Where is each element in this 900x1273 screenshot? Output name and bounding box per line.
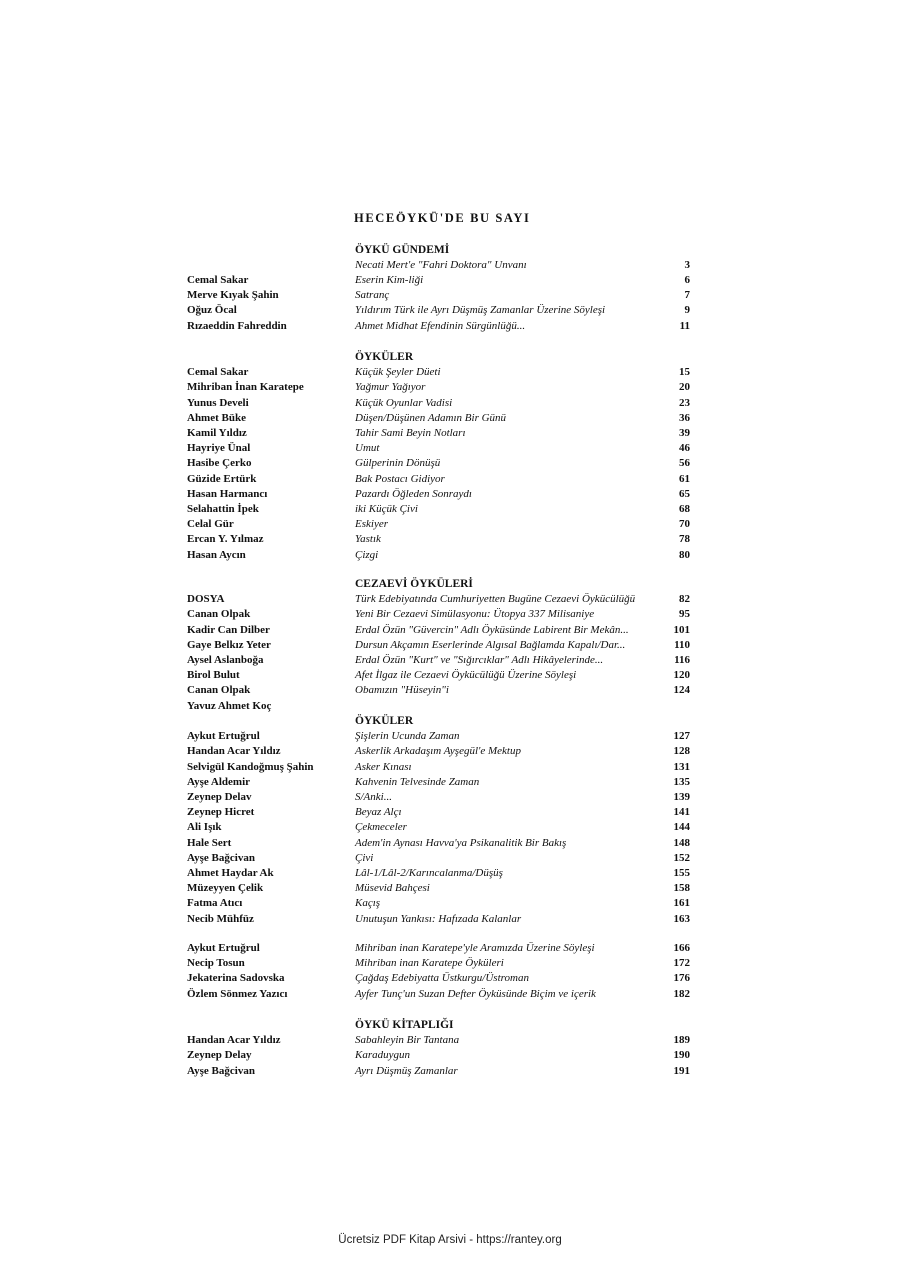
toc-entry bbox=[0, 971, 900, 986]
author-name: Kadir Can Dilber bbox=[187, 624, 270, 636]
toc-entry bbox=[0, 365, 900, 380]
story-title: Yastık bbox=[355, 533, 381, 545]
author-name: Hasibe Çerko bbox=[187, 457, 252, 469]
toc-entry bbox=[0, 380, 900, 395]
author-name: Hale Sert bbox=[187, 837, 232, 849]
page-number: 172 bbox=[673, 957, 690, 969]
page-number: 11 bbox=[679, 320, 690, 332]
author-name: Aykut Ertuğrul bbox=[187, 942, 260, 954]
author-name: Hasan Aycın bbox=[187, 549, 246, 561]
story-title: Bak Postacı Gidiyor bbox=[355, 473, 445, 485]
author-name: Ahmet Haydar Ak bbox=[187, 867, 274, 879]
story-title: Tahir Sami Beyin Notları bbox=[355, 427, 466, 439]
story-title: Beyaz Alçı bbox=[355, 806, 402, 818]
page-number: 139 bbox=[673, 791, 690, 803]
author-name: DOSYA bbox=[187, 593, 225, 605]
toc-entry bbox=[0, 653, 900, 668]
page-number: 135 bbox=[673, 776, 690, 788]
story-title: Askerlik Arkadaşım Ayşegül'e Mektup bbox=[355, 745, 521, 757]
story-title: Çizgi bbox=[355, 549, 379, 561]
page-number: 95 bbox=[679, 608, 690, 620]
story-title: Türk Edebiyatında Cumhuriyetten Bugüne Cezaevi Öykücülüğü bbox=[355, 593, 636, 605]
author-name: Ahmet Büke bbox=[187, 412, 246, 424]
page-number: 152 bbox=[673, 852, 690, 864]
toc-entry bbox=[0, 836, 900, 851]
toc-entry bbox=[0, 790, 900, 805]
author-name: Ali Işık bbox=[187, 821, 222, 833]
author-name: Ayşe Bağcivan bbox=[187, 852, 255, 864]
story-title: Eserin Kim-liği bbox=[355, 274, 424, 286]
page-number: 7 bbox=[684, 289, 690, 301]
story-title: Karaduygun bbox=[355, 1049, 410, 1061]
story-title: Umut bbox=[355, 442, 380, 454]
toc-entry bbox=[0, 866, 900, 881]
story-title: Düşen/Düşünen Adamın Bir Günü bbox=[355, 412, 507, 424]
page-number: 116 bbox=[674, 654, 690, 666]
page-number: 78 bbox=[679, 533, 690, 545]
author-name: Aykut Ertuğrul bbox=[187, 730, 260, 742]
page-number: 163 bbox=[673, 913, 690, 925]
toc-entry bbox=[0, 1033, 900, 1048]
story-title: Kaçış bbox=[355, 897, 381, 909]
author-name: Yavuz Ahmet Koç bbox=[187, 700, 272, 712]
page-number: 56 bbox=[679, 457, 690, 469]
story-title: Obamızın "Hüseyin"i bbox=[355, 684, 449, 696]
section-heading-text: CEZAEVİ ÖYKÜLERİ bbox=[355, 578, 473, 590]
story-title: Satranç bbox=[355, 289, 390, 301]
story-title: S/Anki... bbox=[355, 791, 392, 803]
toc-entry bbox=[0, 456, 900, 471]
author-name: Merve Kıyak Şahin bbox=[187, 289, 279, 301]
story-title: Müsevid Bahçesi bbox=[355, 882, 430, 894]
story-title: Yeni Bir Cezaevi Simülasyonu: Ütopya 337 Milisaniye bbox=[355, 608, 595, 620]
author-name: Oğuz Öcal bbox=[187, 304, 237, 316]
toc-entry bbox=[0, 775, 900, 790]
toc-entry bbox=[0, 502, 900, 517]
toc-entry bbox=[0, 441, 900, 456]
toc-entry bbox=[0, 668, 900, 683]
story-title: Unutuşun Yankısı: Hafızada Kalanlar bbox=[355, 913, 522, 925]
toc-entry bbox=[0, 607, 900, 622]
author-name: Cemal Sakar bbox=[187, 274, 249, 286]
section-heading bbox=[0, 714, 900, 729]
page-number: 191 bbox=[673, 1065, 690, 1077]
toc-entry bbox=[0, 532, 900, 547]
page-number: 39 bbox=[679, 427, 690, 439]
author-name: Celal Gür bbox=[187, 518, 234, 530]
story-title: Dursun Akçamın Eserlerinde Algısal Bağlamda Kapalı/Dar... bbox=[355, 639, 626, 651]
page-number: 176 bbox=[673, 972, 690, 984]
toc-entry bbox=[0, 472, 900, 487]
section-heading-text: ÖYKÜ KİTAPLIĞI bbox=[355, 1019, 454, 1031]
page-number: 9 bbox=[684, 304, 690, 316]
story-title: Afet İlgaz ile Cezaevi Öykücülüğü Üzerine Söyleşi bbox=[355, 669, 577, 681]
author-name: Güzide Ertürk bbox=[187, 473, 257, 485]
toc-entry bbox=[0, 744, 900, 759]
toc-entry bbox=[0, 1064, 900, 1079]
story-title: Mihriban inan Karatepe Öyküleri bbox=[355, 957, 504, 969]
section-heading-text: ÖYKÜLER bbox=[355, 715, 414, 727]
author-name: Ayşe Bağcivan bbox=[187, 1065, 255, 1077]
toc-entry bbox=[0, 258, 900, 273]
author-name: Mihriban İnan Karatepe bbox=[187, 381, 304, 393]
page-number: 20 bbox=[679, 381, 690, 393]
toc-entry bbox=[0, 517, 900, 532]
page-number: 189 bbox=[673, 1034, 690, 1046]
toc-entry bbox=[0, 729, 900, 744]
toc-entry bbox=[0, 487, 900, 502]
author-name: Canan Olpak bbox=[187, 684, 251, 696]
story-title: Adem'in Aynası Havva'ya Psikanalitik Bir Bakış bbox=[355, 837, 567, 849]
toc-entry bbox=[0, 760, 900, 775]
story-title: Kahvenin Telvesinde Zaman bbox=[355, 776, 480, 788]
author-name: Selahattin İpek bbox=[187, 503, 259, 515]
footer-note: Ücretsiz PDF Kitap Arsivi - https://rantey.org bbox=[338, 1234, 562, 1246]
page-number: 158 bbox=[673, 882, 690, 894]
toc-entry bbox=[0, 548, 900, 563]
story-title: Şişlerin Ucunda Zaman bbox=[355, 730, 460, 742]
page-number: 65 bbox=[679, 488, 690, 500]
story-title: Küçük Şeyler Düeti bbox=[355, 366, 441, 378]
page-number: 70 bbox=[679, 518, 690, 530]
toc-entry bbox=[0, 273, 900, 288]
toc-entry bbox=[0, 288, 900, 303]
story-title: Ayfer Tunç'un Suzan Defter Öyküsünde Biçim ve içerik bbox=[355, 988, 596, 1000]
story-title: Ahmet Midhat Efendinin Sürgünlüğü... bbox=[355, 320, 526, 332]
section-heading-text: ÖYKÜLER bbox=[355, 351, 414, 363]
story-title: Çekmeceler bbox=[355, 821, 407, 833]
page-number: 124 bbox=[673, 684, 690, 696]
toc-entry bbox=[0, 426, 900, 441]
page-title: HECEÖYKÜ'DE BU SAYI bbox=[354, 211, 531, 225]
page-number: 155 bbox=[673, 867, 690, 879]
page-number: 190 bbox=[673, 1049, 690, 1061]
story-title: Pazardı Öğleden Sonraydı bbox=[355, 488, 472, 500]
toc-entry bbox=[0, 987, 900, 1002]
page-number: 68 bbox=[679, 503, 690, 515]
page-number: 141 bbox=[673, 806, 690, 818]
page-number: 46 bbox=[679, 442, 690, 454]
section-heading bbox=[0, 350, 900, 365]
page-number: 110 bbox=[674, 639, 690, 651]
author-name: Canan Olpak bbox=[187, 608, 251, 620]
story-title: Yıldırım Türk ile Ayrı Düşmüş Zamanlar Üzerine Söyleşi bbox=[355, 304, 606, 316]
section-heading bbox=[0, 577, 900, 592]
author-name: Zeynep Delav bbox=[187, 791, 252, 803]
toc-entry bbox=[0, 820, 900, 835]
section-heading bbox=[0, 243, 900, 258]
toc-entry bbox=[0, 699, 900, 714]
page-number: 82 bbox=[679, 593, 690, 605]
toc-entry bbox=[0, 411, 900, 426]
section-heading bbox=[0, 1018, 900, 1033]
page-number: 131 bbox=[673, 761, 690, 773]
page-number: 120 bbox=[673, 669, 690, 681]
story-title: Necati Mert'e "Fahri Doktora" Unvanı bbox=[355, 259, 527, 271]
story-title: Gülperinin Dönüşü bbox=[355, 457, 441, 469]
story-title: Yağmur Yağıyor bbox=[355, 381, 426, 393]
toc-entry bbox=[0, 805, 900, 820]
story-title: Mihriban inan Karatepe'yle Aramızda Üzerine Söyleşi bbox=[355, 942, 595, 954]
toc-entry bbox=[0, 638, 900, 653]
author-name: Necib Mühfüz bbox=[187, 913, 254, 925]
page-number: 166 bbox=[673, 942, 690, 954]
page-number: 128 bbox=[673, 745, 690, 757]
toc-entry bbox=[0, 592, 900, 607]
author-name: Birol Bulut bbox=[187, 669, 240, 681]
story-title: Erdal Özün "Kurt" ve "Sığırcıklar" Adlı Hikâyelerinde... bbox=[355, 654, 604, 666]
author-name: Zeynep Delay bbox=[187, 1049, 252, 1061]
page-number: 144 bbox=[673, 821, 690, 833]
author-name: Ercan Y. Yılmaz bbox=[187, 533, 264, 545]
page-number: 161 bbox=[673, 897, 690, 909]
author-name: Fatma Atıcı bbox=[187, 897, 243, 909]
author-name: Handan Acar Yıldız bbox=[187, 1034, 281, 1046]
toc-entry bbox=[0, 623, 900, 638]
author-name: Handan Acar Yıldız bbox=[187, 745, 281, 757]
toc-entry bbox=[0, 303, 900, 318]
page-number: 80 bbox=[679, 549, 690, 561]
story-title: Erdal Özün "Güvercin" Adlı Öyküsünde Labirent Bir Mekân... bbox=[355, 624, 629, 636]
toc-entry bbox=[0, 881, 900, 896]
author-name: Cemal Sakar bbox=[187, 366, 249, 378]
author-name: Gaye Belkız Yeter bbox=[187, 639, 271, 651]
toc-entry bbox=[0, 956, 900, 971]
author-name: Özlem Sönmez Yazıcı bbox=[187, 988, 288, 1000]
author-name: Zeynep Hicret bbox=[187, 806, 255, 818]
toc-entry bbox=[0, 851, 900, 866]
toc-entry bbox=[0, 683, 900, 698]
page-number: 15 bbox=[679, 366, 690, 378]
toc-entry bbox=[0, 912, 900, 927]
story-title: Lâl-1/Lâl-2/Karıncalanma/Düşüş bbox=[355, 867, 503, 879]
section-heading-text: ÖYKÜ GÜNDEMİ bbox=[355, 244, 450, 256]
author-name: Yunus Develi bbox=[187, 397, 249, 409]
page-number: 6 bbox=[684, 274, 690, 286]
toc-entry bbox=[0, 941, 900, 956]
toc-entry bbox=[0, 896, 900, 911]
page-number: 23 bbox=[679, 397, 690, 409]
toc-entry bbox=[0, 319, 900, 334]
author-name: Necip Tosun bbox=[187, 957, 245, 969]
story-title: Çivi bbox=[355, 852, 374, 864]
page-number: 127 bbox=[673, 730, 690, 742]
author-name: Rızaeddin Fahreddin bbox=[187, 320, 287, 332]
page-number: 182 bbox=[673, 988, 690, 1000]
toc-entry bbox=[0, 1048, 900, 1063]
author-name: Kamil Yıldız bbox=[187, 427, 247, 439]
author-name: Aysel Aslanboğa bbox=[187, 654, 264, 666]
page-number: 36 bbox=[679, 412, 690, 424]
story-title: Küçük Oyunlar Vadisi bbox=[355, 397, 453, 409]
page-number: 61 bbox=[679, 473, 690, 485]
story-title: Sabahleyin Bir Tantana bbox=[355, 1034, 460, 1046]
story-title: Çağdaş Edebiyatta Üstkurgu/Üstroman bbox=[355, 972, 529, 984]
author-name: Jekaterina Sadovska bbox=[187, 972, 285, 984]
story-title: iki Küçük Çivi bbox=[355, 503, 418, 515]
story-title: Asker Kınası bbox=[355, 761, 412, 773]
page-number: 101 bbox=[673, 624, 690, 636]
author-name: Hasan Harmancı bbox=[187, 488, 268, 500]
page-number: 148 bbox=[673, 837, 690, 849]
story-title: Eskiyer bbox=[355, 518, 388, 530]
author-name: Hayriye Ünal bbox=[187, 442, 251, 454]
author-name: Selvigül Kandoğmuş Şahin bbox=[187, 761, 314, 773]
page-number: 3 bbox=[684, 259, 690, 271]
toc-entry bbox=[0, 396, 900, 411]
author-name: Ayşe Aldemir bbox=[187, 776, 251, 788]
story-title: Ayrı Düşmüş Zamanlar bbox=[355, 1065, 458, 1077]
author-name: Müzeyyen Çelik bbox=[187, 882, 264, 894]
